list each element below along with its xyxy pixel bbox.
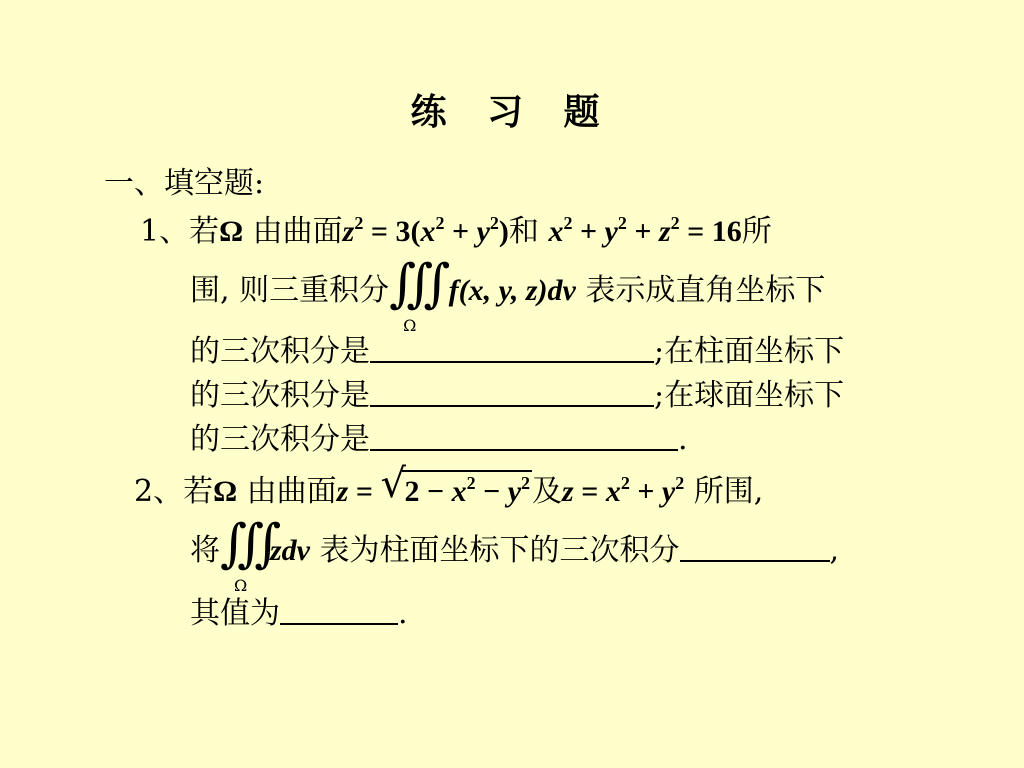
answer-blank-5[interactable] (280, 595, 398, 625)
q1-line-2: 围, 则三重积分 ∭ Ω f(x, y, z)dv 表示成直角坐标下 (190, 254, 826, 335)
q1-line-1: 1、若Ω 由曲面$z^2 = 3(x^2 + y^2)$和 $x^2 + y^2 + z^2 = 16$所 (140, 213, 772, 249)
triple-integral-icon: ∭ Ω (220, 514, 260, 595)
sqrt-icon: √ (380, 461, 406, 507)
answer-blank-4[interactable] (680, 532, 830, 562)
answer-blank-3[interactable] (370, 421, 678, 451)
q2-line-3: 其值为 . (190, 596, 408, 631)
q2-line-1: 2、若Ω 由曲面z = √ $2 - x^2 - y^2$及$z = x^2 + y^2$ 所围, (134, 470, 763, 512)
q1-line-3: 的三次积分是 ;在柱面坐标下 (190, 334, 845, 369)
square-root: √ $2 - x^2 - y^2$ (380, 470, 532, 512)
q2-line-2: 将 ∭ Ω zdv 表为柱面坐标下的三次积分 , (190, 514, 840, 595)
page-title: 练 习 题 (410, 91, 614, 133)
q1-line-5: 的三次积分是 . (190, 422, 688, 457)
triple-integral-icon: ∭ Ω (389, 254, 429, 335)
section-heading: 一、填空题: (104, 166, 265, 201)
q1-line-4: 的三次积分是 ;在球面坐标下 (190, 378, 845, 413)
answer-blank-1[interactable] (370, 333, 654, 363)
answer-blank-2[interactable] (370, 377, 654, 407)
